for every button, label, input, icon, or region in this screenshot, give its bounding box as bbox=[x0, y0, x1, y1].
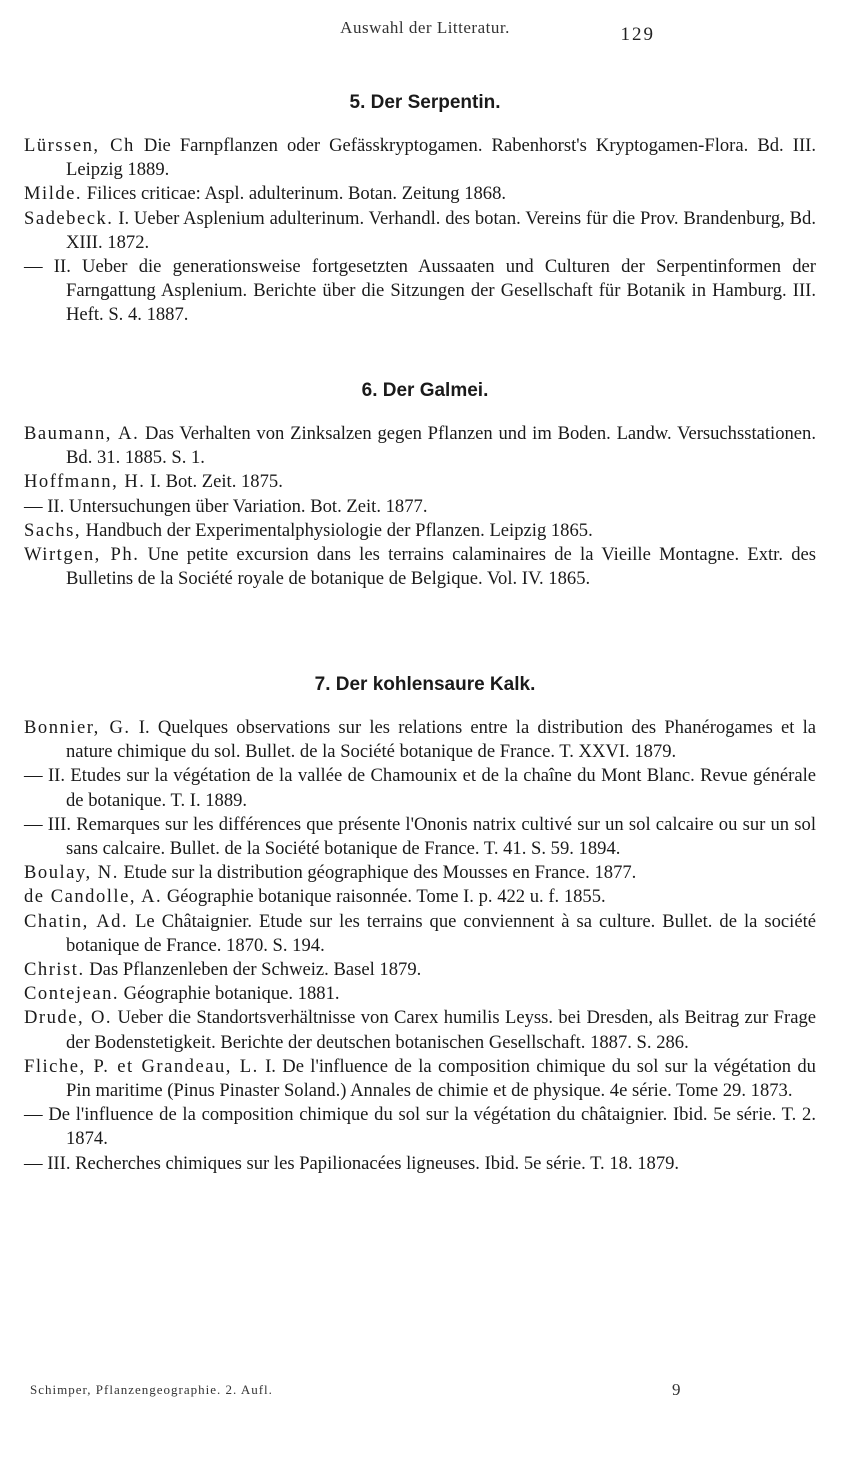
entry-text: — II. Etudes sur la végétation de la vallée de Chamounix et de la chaîne du Mont Blanc. Revue générale de botanique. T. I. 1889. bbox=[24, 765, 816, 811]
entry-text: — De l'influence de la composition chimique du sol sur la végétation du châtaignier. Ibid. 5e série. T. 2. 1874. bbox=[24, 1104, 816, 1150]
entry-author: Hoffmann, H. bbox=[24, 471, 146, 493]
bibliography-entry bbox=[0, 255, 850, 328]
running-title: Auswahl der Litteratur. bbox=[340, 18, 510, 37]
entry-text: — II. Ueber die generationsweise fortgesetzten Aussaaten und Culturen der Serpentinformen der Farngattung Asplenium. Berichte über die Sitzungen der Gesellschaft für Botanik in Hamburg. III. Heft. S. 4. 1887. bbox=[24, 256, 816, 326]
bibliography-entry bbox=[0, 861, 850, 885]
entry-text: Ueber die Standortsverhältnisse von Carex humilis Leyss. bei Dresden, als Beitrag zur Frage der Bodenstetigkeit. Berichte der deutschen botanischen Gesellschaft. 1887. S. 286. bbox=[66, 1007, 817, 1053]
entry-author: Contejean. bbox=[24, 983, 120, 1005]
bibliography-entry bbox=[0, 885, 850, 909]
entry-text: Géographie botanique raisonnée. Tome I. p. 422 u. f. 1855. bbox=[162, 886, 606, 908]
bibliography-entry bbox=[0, 958, 850, 982]
bibliography-entry bbox=[0, 764, 850, 812]
section-heading: 5. Der Serpentin. bbox=[349, 92, 501, 113]
entry-text: Géographie botanique. 1881. bbox=[119, 983, 340, 1005]
page-footer bbox=[0, 1382, 850, 1406]
entry-text: Le Châtaignier. Etude sur les terrains que conviennent à sa culture. Bullet. de la société botanique de France. 1870. S. 194. bbox=[66, 910, 816, 956]
bibliography-entry bbox=[0, 543, 850, 591]
entry-author: Sachs, bbox=[24, 519, 82, 541]
bibliography-entry bbox=[0, 1103, 850, 1151]
entry-author: Sadebeck. bbox=[24, 207, 114, 229]
entry-text: Das Verhalten von Zinksalzen gegen Pflanzen und im Boden. Landw. Versuchsstationen. Bd. 31. 1885. S. 1. bbox=[66, 423, 816, 469]
entry-author: Bonnier, G. bbox=[24, 717, 131, 738]
entry-text: I. Ueber Asplenium adulterinum. Verhandl. des botan. Vereins für die Prov. Brandenburg, Bd. XIII. 1872. bbox=[66, 207, 816, 253]
page-header bbox=[0, 18, 850, 48]
bibliography-entry bbox=[0, 470, 850, 494]
bibliography-entry bbox=[0, 182, 850, 206]
bibliography-entry bbox=[0, 910, 850, 958]
bibliography-entry bbox=[0, 1152, 850, 1176]
entry-author: Milde. bbox=[24, 183, 83, 205]
section-heading: 7. Der kohlensaure Kalk. bbox=[314, 674, 536, 695]
bibliography-entry bbox=[0, 716, 850, 764]
entry-text: I. Bot. Zeit. 1875. bbox=[145, 471, 283, 493]
entry-text: Die Farnpflanzen oder Gefässkryptogamen. Rabenhorst's Kryptogamen-Flora. Bd. III. Leipzig 1889. bbox=[66, 135, 816, 181]
section-galmei bbox=[0, 376, 850, 591]
entry-author: Boulay, N. bbox=[24, 862, 119, 884]
entry-author: de Candolle, A. bbox=[24, 886, 163, 908]
entry-author: Christ. bbox=[24, 959, 85, 981]
entry-text: Une petite excursion dans les terrains calaminaires de la Vieille Montagne. Extr. des Bulletins de la Société royale de botanique de Belgique. Vol. IV. 1865. bbox=[66, 544, 816, 590]
entry-author: Drude, O. bbox=[24, 1007, 113, 1029]
bibliography-entry bbox=[0, 1055, 850, 1103]
entry-text: I. De l'influence de la composition chimique du sol sur la végétation du Pin maritime (Pinus Pinaster Soland.) Annales de chimie et de physique. 4e série. Tome 29. 1873. bbox=[66, 1055, 816, 1102]
entry-text: — III. Remarques sur les différences que présente l'Ononis natrix cultivé sur un sol calcaire ou sur un sol sans calcaire. Bullet. de la Société botanique de France. T. 41. S. 59. 1894. bbox=[24, 813, 816, 860]
entry-text: Handbuch der Experimentalphysiologie der Pflanzen. Leipzig 1865. bbox=[81, 519, 593, 541]
footer-book-title: Schimper, Pflanzengeographie. 2. Aufl. bbox=[30, 1382, 273, 1397]
section-serpentin bbox=[0, 88, 850, 328]
entry-author: Lürssen, Ch bbox=[24, 135, 135, 156]
bibliography-entry bbox=[0, 982, 850, 1006]
bibliography-entry bbox=[0, 134, 850, 182]
entry-text: I. Quelques observations sur les relations entre la distribution des Phanérogames et la nature chimique du sol. Bullet. de la Société botanique de France. T. XXVI. 1879. bbox=[66, 717, 816, 763]
entry-text: Das Pflanzenleben der Schweiz. Basel 1879. bbox=[84, 959, 422, 981]
entry-author: Chatin, Ad. bbox=[24, 910, 129, 932]
section-heading: 6. Der Galmei. bbox=[361, 380, 489, 401]
page-number: 129 bbox=[620, 24, 655, 45]
entry-author: Wirtgen, Ph. bbox=[24, 544, 140, 566]
bibliography-entry bbox=[0, 422, 850, 470]
bibliography-entry bbox=[0, 813, 850, 861]
bibliography-entry bbox=[0, 519, 850, 543]
entry-text: — III. Recherches chimiques sur les Papilionacées ligneuses. Ibid. 5e série. T. 18. 1879. bbox=[24, 1152, 680, 1174]
entry-text: — II. Untersuchungen über Variation. Bot. Zeit. 1877. bbox=[24, 495, 428, 517]
bibliography-entry bbox=[0, 207, 850, 255]
entry-author: Baumann, A. bbox=[24, 423, 140, 444]
entry-author: Fliche, P. et Grandeau, L. bbox=[24, 1055, 259, 1077]
bibliography-entry bbox=[0, 495, 850, 519]
entry-text: Etude sur la distribution géographique des Mousses en France. 1877. bbox=[118, 862, 637, 884]
bibliography-entry bbox=[0, 1006, 850, 1054]
signature-mark: 9 bbox=[672, 1380, 681, 1399]
entry-text: Filices criticae: Aspl. adulterinum. Botan. Zeitung 1868. bbox=[82, 183, 507, 205]
section-kohlensaure-kalk bbox=[0, 670, 850, 1176]
